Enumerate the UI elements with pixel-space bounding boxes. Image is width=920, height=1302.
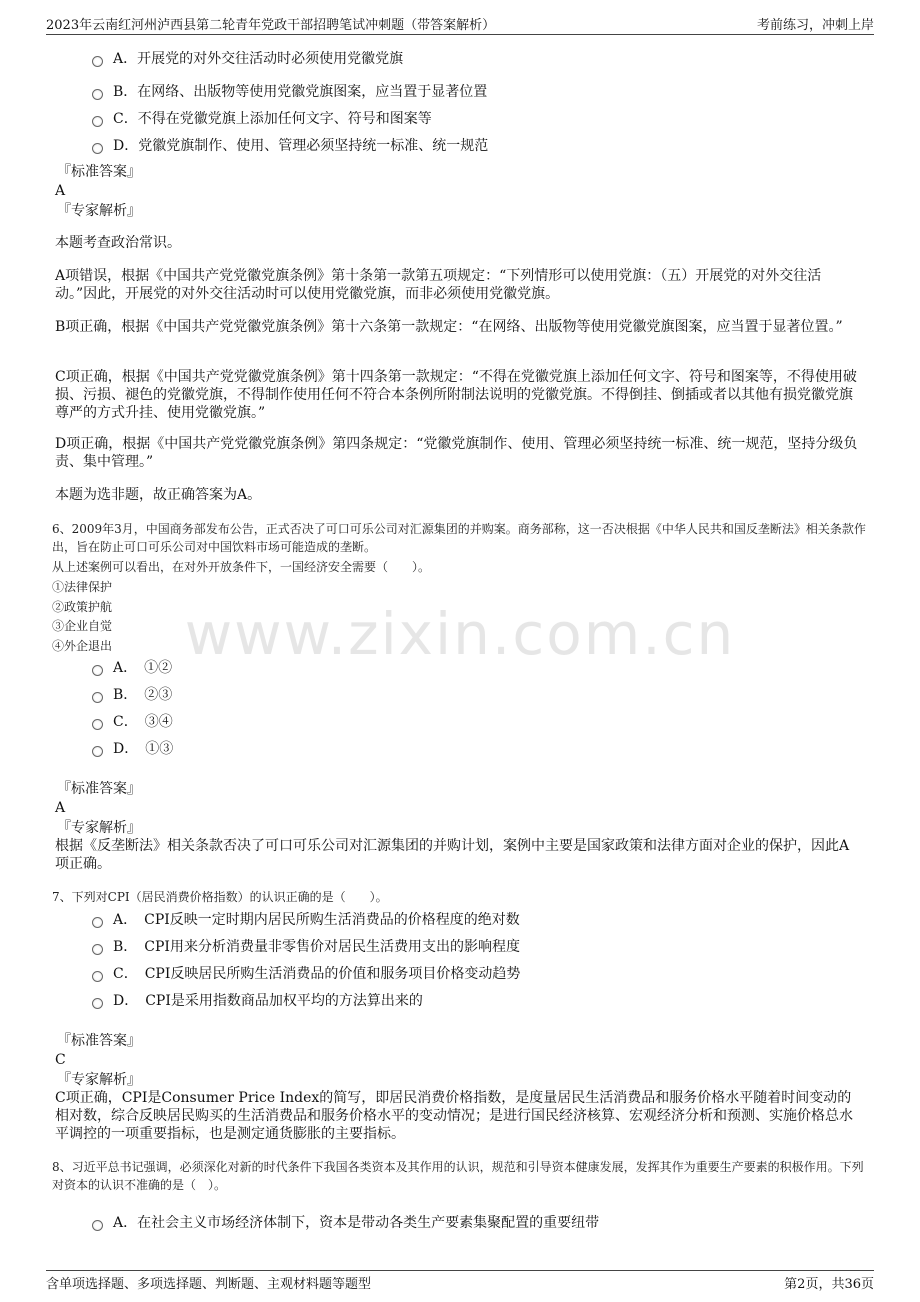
analysis-paragraph: C项正确，CPI是Consumer Price Index的简写，即居民消费价格指数，是度量居民生活消费品和服务价格水平随着时间变动的相对数，综合反映居民购买的生活消费品和服务价格水平的变动情况；是进行国民经济核算、宏观经济分析和预测、实施价格总水平调控的一项重要指标，也是测定通货膨胀的主要指标。 (55, 1090, 853, 1142)
radio-icon[interactable] (92, 89, 103, 100)
option-label: B． ②③ (113, 687, 173, 703)
option-label: D． CPI是采用指数商品加权平均的方法算出来的 (113, 993, 423, 1009)
option-a[interactable] (92, 48, 403, 68)
analysis-paragraph: C项正确，根据《中国共产党党徽党旗条例》第十四条第一款规定：“不得在党徽党旗上添加任何文字、符号和图案等，不得使用破损、污损、褪色的党徽党旗，不得制作使用任何不符合本条例所附制法说明的党徽党旗。不得倒挂、倒插或者以其他有损党徽党旗尊严的方式升挂、使用党徽党旗。” (55, 369, 857, 421)
option-label: A．开展党的对外交往活动时必须使用党徽党旗 (113, 51, 404, 67)
option-c[interactable] (92, 711, 173, 731)
analysis-paragraph: B项正确，根据《中国共产党党徽党旗条例》第十六条第一款规定：“在网络、出版物等使用党徽党旗图案，应当置于显著位置。” (55, 319, 843, 335)
analysis-paragraph: 根据《反垄断法》相关条款否决了可口可乐公司对汇源集团的并购计划，案例中主要是国家政策和法律方面对企业的保护，因此A项正确。 (55, 838, 850, 872)
page-header (46, 14, 874, 35)
option-label: C．不得在党徽党旗上添加任何文字、符号和图案等 (113, 111, 432, 127)
option-a[interactable] (92, 909, 520, 929)
question-stem: 6、2009年3月，中国商务部发布公告，正式否决了可口可乐公司对汇源集团的并购案。商务部称，这一否决根据《中华人民共和国反垄断法》相关条款作出，旨在防止可口可乐公司对中国饮料市场可能造成的垄断。 (52, 522, 866, 554)
header-title: 2023年云南红河州泸西县第二轮青年党政干部招聘笔试冲刺题（带答案解析） (46, 18, 496, 33)
header-right: 考前练习，冲刺上岸 (756, 18, 874, 33)
answer-value: A (55, 183, 66, 199)
radio-icon[interactable] (92, 143, 103, 154)
option-d[interactable] (92, 135, 488, 155)
radio-icon[interactable] (92, 944, 103, 955)
option-b[interactable] (92, 684, 172, 704)
option-label: A．在社会主义市场经济体制下，资本是带动各类生产要素集聚配置的重要纽带 (113, 1215, 600, 1231)
analysis-paragraph: A项错误，根据《中国共产党党徽党旗条例》第十条第一款第五项规定：“下列情形可以使用党旗：（五）开展党的对外交往活动。”因此，开展党的对外交往活动时可以使用党徽党旗，而非必须使用党徽党旗。 (55, 268, 822, 302)
option-c[interactable] (92, 108, 432, 128)
analysis-paragraph: 本题为选非题，故正确答案为A。 (55, 487, 262, 503)
option-b[interactable] (92, 81, 487, 101)
answer-value: C (55, 1052, 66, 1068)
option-label: B． CPI用来分析消费量非零售价对居民生活费用支出的影响程度 (113, 939, 520, 955)
page-number: 第2页，共36页 (784, 1277, 874, 1292)
list-item: ①法律保护 (52, 580, 113, 594)
option-c[interactable] (92, 963, 520, 983)
answer-label: 『标准答案』 (57, 1033, 141, 1049)
question-stem: 7、下列对CPI（居民消费价格指数）的认识正确的是（ ）。 (52, 890, 388, 904)
question-stem-2: 从上述案例可以看出，在对外开放条件下，一国经济安全需要（ ）。 (52, 560, 431, 574)
option-label: B．在网络、出版物等使用党徽党旗图案，应当置于显著位置 (113, 84, 488, 100)
radio-icon[interactable] (92, 917, 103, 928)
radio-icon[interactable] (92, 971, 103, 982)
option-d[interactable] (92, 990, 423, 1010)
option-label: A． CPI反映一定时期内居民所购生活消费品的价格程度的绝对数 (113, 912, 520, 928)
list-item: ②政策护航 (52, 600, 113, 614)
watermark: www.zixin.com.cn (184, 600, 736, 668)
analysis-paragraph: D项正确，根据《中国共产党党徽党旗条例》第四条规定：“党徽党旗制作、使用、管理必须坚持统一标准、统一规范，坚持分级负责、集中管理。” (55, 436, 858, 470)
radio-icon[interactable] (92, 692, 103, 703)
option-label: D． ①③ (113, 741, 174, 757)
radio-icon[interactable] (92, 56, 103, 67)
footer-left: 含单项选择题、多项选择题、判断题、主观材料题等题型 (46, 1277, 372, 1292)
option-label: C． ③④ (113, 714, 173, 730)
radio-icon[interactable] (92, 665, 103, 676)
analysis-label: 『专家解析』 (57, 820, 141, 836)
question-stem: 8、习近平总书记强调，必须深化对新的时代条件下我国各类资本及其作用的认识，规范和引导资本健康发展，发挥其作为重要生产要素的积极作用。下列对资本的认识不准确的是（ ）。 (52, 1160, 864, 1192)
radio-icon[interactable] (92, 746, 103, 757)
analysis-label: 『专家解析』 (57, 203, 141, 219)
answer-label: 『标准答案』 (57, 781, 141, 797)
option-d[interactable] (92, 738, 173, 758)
option-label: D．党徽党旗制作、使用、管理必须坚持统一标准、统一规范 (113, 138, 489, 154)
radio-icon[interactable] (92, 116, 103, 127)
radio-icon[interactable] (92, 1220, 103, 1231)
option-label: C． CPI反映居民所购生活消费品的价值和服务项目价格变动趋势 (113, 966, 521, 982)
option-label: A． ①② (113, 660, 173, 676)
page-footer (46, 1270, 874, 1292)
list-item: ③企业自觉 (52, 619, 113, 633)
option-b[interactable] (92, 936, 520, 956)
radio-icon[interactable] (92, 719, 103, 730)
analysis-label: 『专家解析』 (57, 1072, 141, 1088)
radio-icon[interactable] (92, 998, 103, 1009)
list-item: ④外企退出 (52, 639, 113, 653)
analysis-paragraph: 本题考查政治常识。 (55, 235, 181, 251)
option-a[interactable] (92, 1212, 599, 1232)
answer-label: 『标准答案』 (57, 164, 141, 180)
option-a[interactable] (92, 657, 172, 677)
answer-value: A (55, 800, 66, 816)
